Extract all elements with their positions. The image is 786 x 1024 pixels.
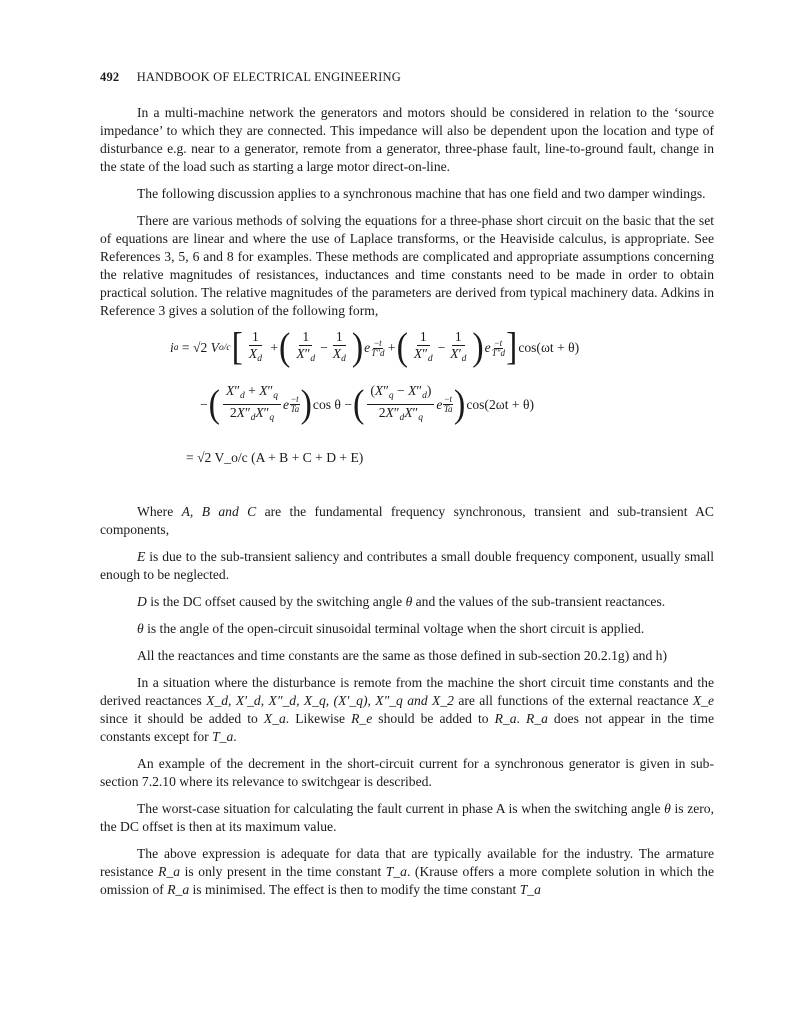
paragraph-4: Where A, B and C are the fundamental frequency synchronous, transient and sub-transient AC components, bbox=[100, 504, 714, 537]
equation-cos-term-2: cos θ bbox=[312, 396, 341, 412]
running-header bbox=[100, 70, 401, 85]
short-circuit-current-equation bbox=[100, 326, 714, 487]
paragraph-7: θ is the angle of the open-circuit sinusoidal terminal voltage when the short circuit is applied. bbox=[137, 621, 645, 636]
paragraph-10: An example of the decrement in the short-circuit current for a synchronous generator is given in sub-section 7.2.10 where its relevance to switchgear is described. bbox=[100, 756, 714, 789]
equation-cos-term-3: cos(2ωt + θ) bbox=[466, 396, 534, 412]
paragraph-5: E is due to the sub-transient saliency and contributes a small double frequency component, usually small enough to be neglected. bbox=[100, 549, 714, 582]
paragraph-2: The following discussion applies to a synchronous machine that has one field and two damper windings. bbox=[137, 186, 706, 201]
paragraph-6: D is the DC offset caused by the switching angle θ and the values of the sub-transient reactances. bbox=[137, 594, 666, 609]
equation-cos-term-1: cos(ωt + θ) bbox=[518, 340, 580, 355]
book-title: HANDBOOK OF ELECTRICAL ENGINEERING bbox=[136, 70, 401, 84]
paragraph-9: In a situation where the disturbance is remote from the machine the short circuit time constants and the derived reactances X_d, X′_d, X″_d, X_q, (X′_q), X″_q and X_2 are all functions of the external reactance X_e since it should be added to X_a. Likewise R_e should be added to R_a. R_a does not appear in the time constants except for T_a. bbox=[100, 675, 715, 744]
equation-line-1: i a = √2 V o/c [ $\frac{1}{X_d}$ + ( $\frac{1}{X''_d}$ − $\frac{1}{X_d}$ ) e −t T″d + ( $\frac{1}{X''_d}$ − $\frac{1}{X'_d}$ ) e −t T″d ] cos(ωt + θ) bbox=[170, 326, 580, 369]
paragraph-11: The worst-case situation for calculating the fault current in phase A is when the switching angle θ is zero, the DC offset is then at its maximum value. bbox=[100, 801, 714, 834]
equation-line-3 bbox=[186, 449, 363, 467]
equation-line-2: − ( $\frac{X''_d + X''_q}{2X''_dX''_q}$ e −t Ta ) cos θ − ( $\frac{(X''_q - X''_d)}{2X''_dX''_q}$ e −t Ta ) cos(2ωt + θ) bbox=[200, 382, 534, 426]
paragraph-8: All the reactances and time constants are the same as those defined in sub-section 20.2.1g) and h) bbox=[137, 648, 667, 663]
paragraph-3: There are various methods of solving the equations for a three-phase short circuit on the basic that the set of equations are linear and where the use of Laplace transforms, or the Heaviside calculus, is appropriate. See References 3, 5, 6 and 8 for examples. These methods are complicated and appropriate assumptions concerning the relative magnitudes of resistances, inductances and time constants need to be made in order to obtain practical solution. The relative magnitudes of the parameters are derived from typical machinery data. Adkins in Reference 3 gives a solution of the following form, bbox=[100, 213, 714, 318]
paragraph-12: The above expression is adequate for data that are typically available for the industry. The armature resistance R_a is only present in the time constant T_a. (Krause offers a more complete solution in which the omission of R_a is minimised. The effect is then to modify the time constant T_a bbox=[100, 846, 714, 897]
paragraph-1: In a multi-machine network the generators and motors should be considered in relation to the ‘source impedance’ to which they are connected. This impedance will also be dependent upon the location and type of disturbance e.g. near to a generator, remote from a generator, three-phase fault, line-to-ground fault, change in the state of the load such as starting a large motor direct-on-line. bbox=[100, 105, 714, 174]
equation-expansion: = √2 V_o/c (A + B + C + D + E) bbox=[186, 450, 364, 465]
page-number: 492 bbox=[100, 70, 120, 84]
body-text bbox=[100, 104, 714, 908]
